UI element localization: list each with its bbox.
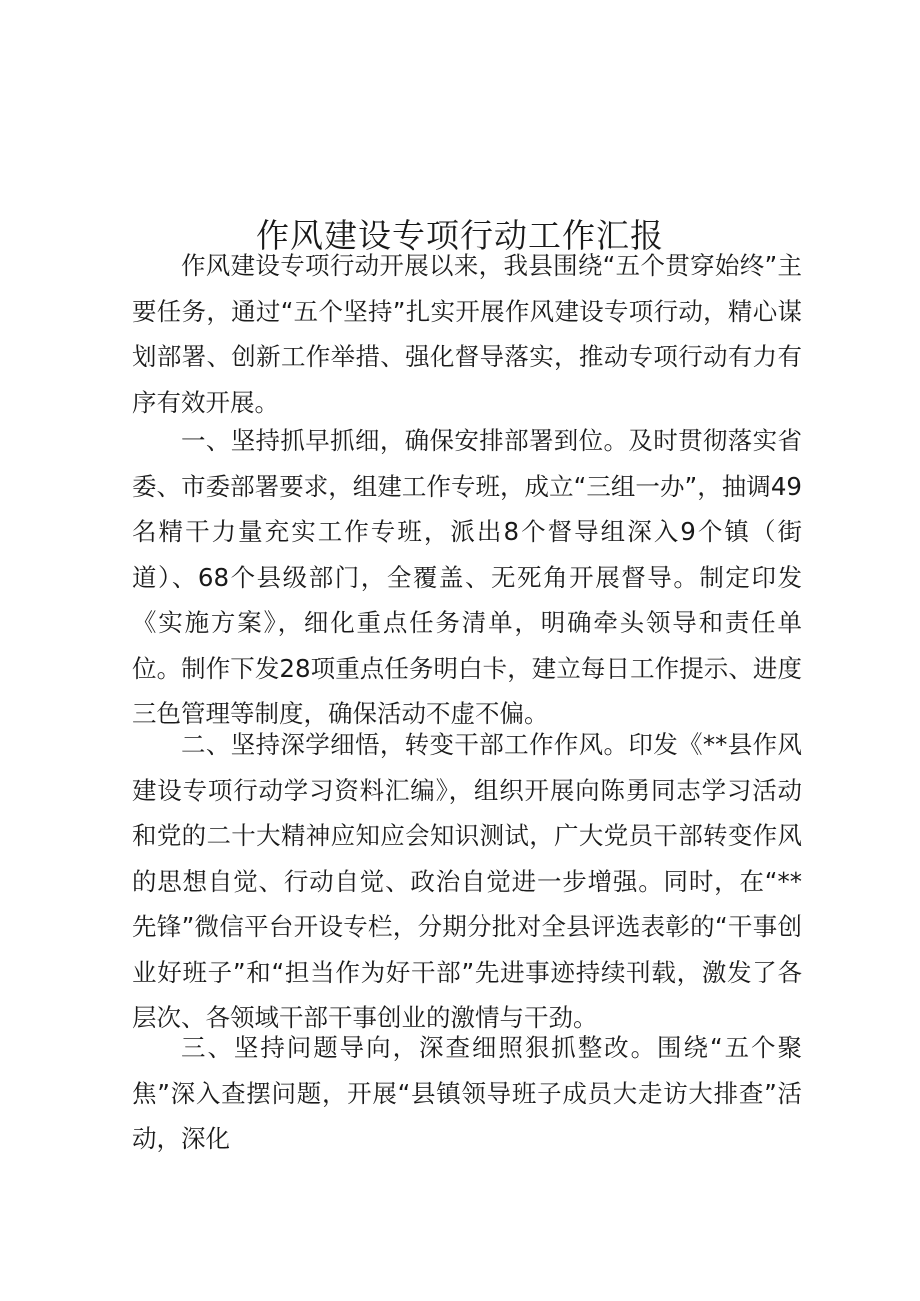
intro-paragraph: 作风建设专项行动开展以来，我县围绕“五个贯穿始终”主要任务，通过“五个坚持”扎实开展作风建设专项行动，精心谋划部署、创新工作举措、强化督导落实，推动专项行动有力有序有效开展。 [132, 251, 802, 417]
section-three-paragraph: 三、坚持问题导向，深查细照狠抓整改。围绕“五个聚焦”深入查摆问题，开展“县镇领导班子成员大走访大排查”活动，深化 [132, 1033, 802, 1153]
document-title: 作风建设专项行动工作汇报 [256, 216, 664, 256]
section-two-paragraph: 二、坚持深学细悟，转变干部工作作风。印发《**县作风建设专项行动学习资料汇编》，组织开展向陈勇同志学习活动和党的二十大精神应知应会知识测试，广大党员干部转变作风的思想自觉、行动自觉、政治自觉进一步增强。同时，在“**先锋”微信平台开设专栏，分期分批对全县评选表彰的“干事创业好班子”和“担当作为好干部”先进事迹持续刊载，激发了各层次、各领域干部干事创业的激情与干劲。 [132, 730, 802, 1032]
section-one-paragraph: 一、坚持抓早抓细，确保安排部署到位。及时贯彻落实省委、市委部署要求，组建工作专班，成立“三组一办”，抽调49名精干力量充实工作专班，派出8个督导组深入9个镇（街道）、68个县级部门，全覆盖、无死角开展督导。制定印发《实施方案》，细化重点任务清单，明确牵头领导和责任单位。制作下发28项重点任务明白卡，建立每日工作提示、进度三色管理等制度，确保活动不虚不偏。 [132, 426, 802, 728]
